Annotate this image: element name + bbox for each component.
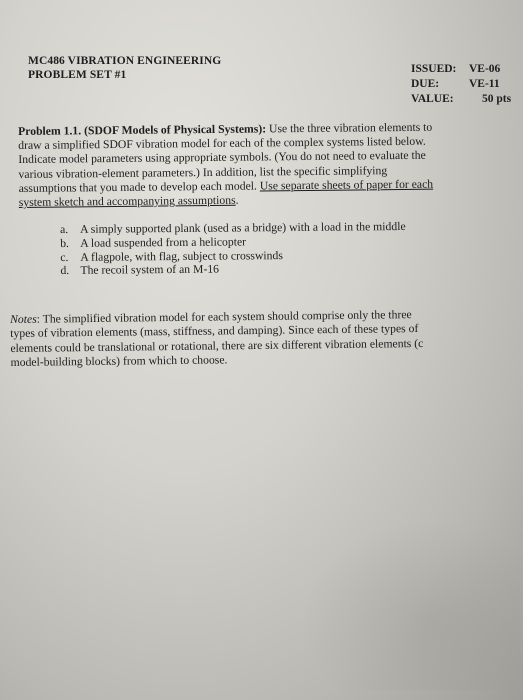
- assignment-info: [411, 62, 511, 107]
- value-value: 50 pts: [482, 93, 512, 105]
- problem-line-5-text: assumptions that you made to develop each model.: [18, 179, 260, 195]
- list-item-text: A flagpole, with flag, subject to crosswinds: [80, 248, 283, 264]
- notes-line-1-text: The simplified vibration model for each system should comprise only the three: [39, 308, 412, 326]
- due-row: [411, 77, 511, 92]
- list-item-letter: d.: [60, 264, 70, 278]
- list-item-text: A load suspended from a helicopter: [80, 235, 247, 250]
- list-item: [60, 261, 406, 278]
- problem-statement: [18, 120, 519, 210]
- paper-shadow: [300, 520, 520, 690]
- issued-value: VE-06: [469, 63, 501, 75]
- due-label: DUE:: [411, 78, 440, 90]
- problem-line-1-text: Use the three vibration elements to: [266, 120, 433, 136]
- notes-line-4: model-building blocks) from which to choose.: [10, 353, 228, 370]
- issued-label: ISSUED:: [411, 63, 457, 75]
- course-title: MC486 VIBRATION ENGINEERING: [28, 55, 222, 67]
- due-value: VE-11: [469, 78, 500, 90]
- notes-section: [10, 307, 521, 371]
- problem-heading: Problem 1.1. (SDOF Models of Physical Systems):: [18, 122, 267, 138]
- notes-label: Notes: [10, 312, 37, 326]
- list-item-text: The recoil system of an M-16: [80, 263, 220, 278]
- problem-line-2: draw a simplified SDOF vibration model for each of the complex systems listed below.: [18, 134, 426, 153]
- list-item-letter: c.: [60, 250, 69, 264]
- value-row: [411, 92, 511, 107]
- notes-colon: :: [36, 312, 41, 326]
- list-item-letter: a.: [60, 222, 69, 236]
- value-label: VALUE:: [411, 93, 454, 105]
- system-list: [60, 220, 406, 278]
- list-item-text: A simply supported plank (used as a bridge) with a load in the middle: [79, 219, 406, 236]
- problem-line-6-underlined: system sketch and accompanying assumptions: [18, 193, 236, 210]
- notes-line-3: elements could be translational or rotational, there are six different vibration elements (c: [10, 336, 424, 355]
- problem-line-5-underlined: Use separate sheets of paper for each: [259, 177, 434, 193]
- problem-line-3: Indicate model parameters using appropriate symbols. (You do not need to evaluate the: [18, 149, 426, 167]
- issued-row: [411, 62, 511, 77]
- problem-line-4: various vibration-element parameters.) In addition, list the specific simplifying: [18, 163, 388, 181]
- notes-line-2: types of vibration elements (mass, stiffness, and damping). Since each of these types of: [10, 322, 419, 341]
- problem-set-title: PROBLEM SET #1: [28, 69, 127, 81]
- document-header: [28, 54, 221, 82]
- problem-line-6-end: .: [235, 193, 239, 207]
- list-item-letter: b.: [60, 236, 69, 250]
